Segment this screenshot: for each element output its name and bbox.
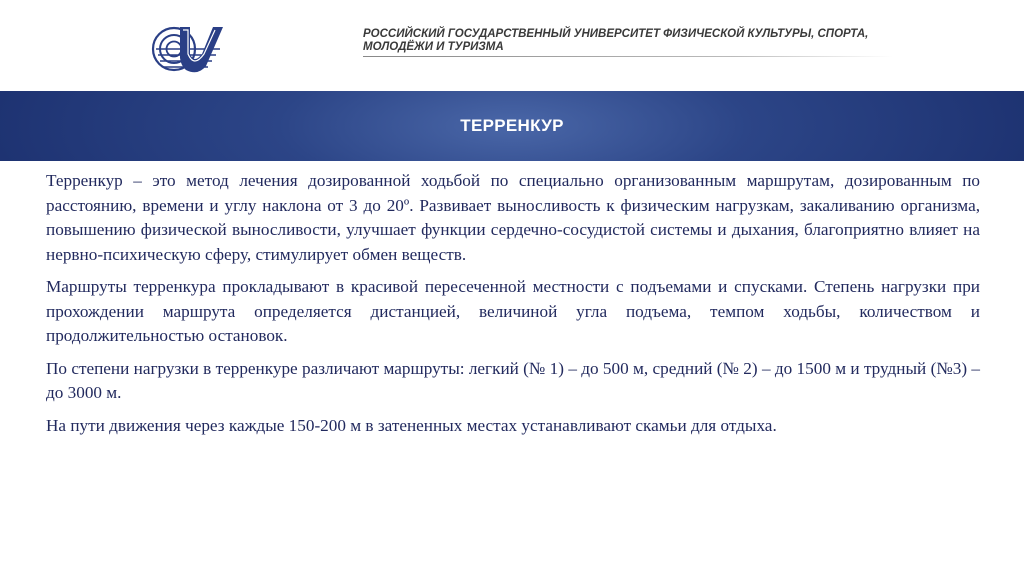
- paragraph-load-levels: По степени нагрузки в терренкуре различают маршруты: легкий (№ 1) – до 500 м, средний (№ 2) – до 1500 м и трудный (№3) – до 3000 м.: [46, 358, 980, 402]
- university-name: РОССИЙСКИЙ ГОСУДАРСТВЕННЫЙ УНИВЕРСИТЕТ ФИЗИЧЕСКОЙ КУЛЬТУРЫ, СПОРТА, МОЛОДЁЖИ И ТУРИЗМА: [363, 28, 869, 53]
- slide-header: [0, 0, 1024, 90]
- university-logo-icon: [150, 24, 232, 74]
- paragraph-routes: Маршруты терренкура прокладывают в красивой пересеченной местности с подъемами и спусками. Степень нагрузки при прохождении маршрута определяется дистанцией, величиной угла подъема, темпом ходьбы, количеством и продолжительностью остановок.: [46, 277, 980, 345]
- slide-body: [46, 169, 980, 446]
- title-banner: [0, 91, 1024, 161]
- header-divider: [363, 56, 893, 57]
- paragraph-definition: Терренкур – это метод лечения дозированной ходьбой по специально организованным маршрутам, дозированным по расстоянию, времени и углу наклона от 3 до 20º. Развивает выносливость к физическим нагрузкам, закаливанию организма, повышению физической выносливости, улучшает функции сердечно-сосудистой системы и дыхания, благоприятно влияет на нервно-психическую сферу, стимулирует обмен веществ.: [46, 171, 980, 264]
- slide-title: ТЕРРЕНКУР: [460, 116, 564, 135]
- paragraph-benches: На пути движения через каждые 150-200 м в затененных местах устанавливают скамьи для отдыха.: [46, 415, 777, 435]
